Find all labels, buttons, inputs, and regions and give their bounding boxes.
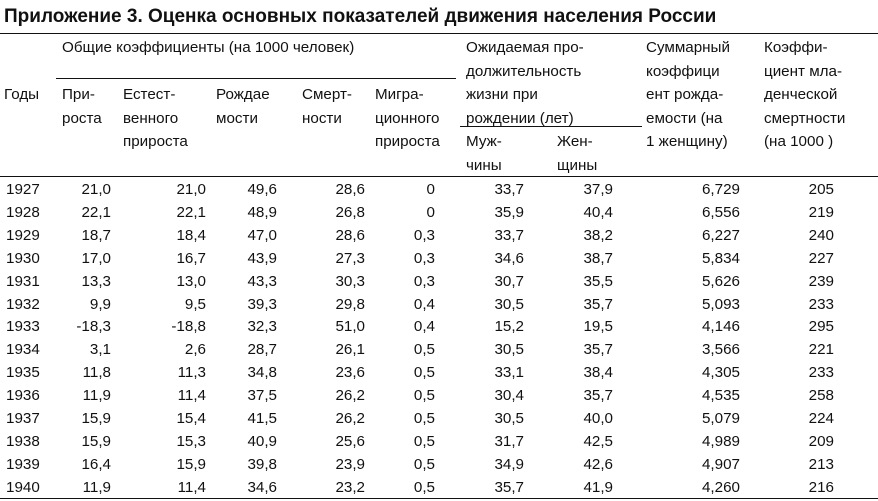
header-growth: При- роста: [62, 86, 102, 127]
cell-death: 51,0: [335, 318, 365, 336]
cell-growth: 18,7: [81, 226, 111, 244]
cell-birth: 32,3: [247, 318, 277, 336]
cell-fertility: 4,907: [701, 455, 740, 473]
cell-men: 33,7: [494, 181, 524, 198]
cell-birth: 43,3: [247, 272, 277, 290]
cell-infant: 224: [808, 410, 834, 427]
cell-natural: 15,4: [176, 410, 206, 427]
cell-men: 35,9: [494, 203, 524, 221]
cell-natural: 11,4: [177, 478, 206, 496]
cell-growth: -18,3: [76, 318, 111, 336]
cell-growth: 11,9: [82, 387, 111, 405]
table-bottom-rule: [0, 498, 878, 499]
header-women: Жен- щины: [557, 133, 598, 174]
header-fertility: Суммарный коэффици ент рожда- емости (на 1 женщину): [646, 39, 730, 150]
cell-women: 38,7: [583, 249, 613, 267]
cell-year: 1935: [6, 364, 40, 382]
cell-growth: 9,9: [89, 295, 111, 313]
title-rule: [0, 33, 878, 34]
cell-infant: 205: [808, 181, 834, 198]
cell-women: 42,6: [583, 455, 613, 473]
cell-natural: 11,4: [177, 387, 206, 405]
cell-year: 1929: [6, 226, 40, 244]
cell-migration: 0,4: [413, 295, 435, 313]
cell-year: 1930: [6, 249, 40, 267]
cell-men: 33,7: [494, 226, 524, 244]
cell-fertility: 4,535: [701, 387, 740, 405]
cell-birth: 43,9: [247, 249, 277, 267]
cell-fertility: 5,079: [701, 410, 740, 427]
cell-natural: 13,0: [176, 272, 206, 290]
header-death: Смерт- ности: [302, 86, 352, 127]
cell-death: 26,2: [335, 387, 365, 405]
cell-infant: 233: [808, 295, 834, 313]
cell-infant: 213: [808, 455, 834, 473]
cell-year: 1938: [6, 432, 40, 450]
cell-women: 41,9: [583, 478, 613, 496]
cell-men: 30,5: [494, 341, 524, 359]
cell-fertility: 4,260: [701, 478, 740, 496]
cell-migration: 0,5: [413, 432, 435, 450]
cell-death: 23,2: [335, 478, 365, 496]
cell-year: 1939: [6, 455, 40, 473]
cell-death: 25,6: [335, 432, 365, 450]
cell-women: 40,4: [583, 203, 613, 221]
cell-death: 23,9: [335, 455, 365, 473]
cell-birth: 37,5: [247, 387, 277, 405]
cell-migration: 0: [426, 181, 435, 198]
cell-men: 33,1: [494, 364, 524, 382]
cell-migration: 0,3: [413, 226, 435, 244]
cell-natural: 16,7: [176, 249, 206, 267]
cell-men: 31,7: [494, 432, 524, 450]
cell-growth: 15,9: [81, 432, 111, 450]
cell-natural: 21,0: [176, 181, 206, 198]
header-migration: Мигра- ционного прироста: [375, 86, 440, 150]
cell-women: 42,5: [583, 432, 613, 450]
cell-death: 26,1: [335, 341, 365, 359]
cell-natural: -18,8: [171, 318, 206, 336]
cell-migration: 0,5: [413, 478, 435, 496]
cell-year: 1927: [6, 181, 40, 198]
cell-men: 30,5: [494, 410, 524, 427]
cell-year: 1940: [6, 478, 40, 496]
cell-men: 34,9: [494, 455, 524, 473]
header-bottom-rule: [0, 176, 878, 177]
cell-women: 37,9: [583, 181, 613, 198]
cell-birth: 34,8: [247, 364, 277, 382]
cell-fertility: 5,626: [701, 272, 740, 290]
cell-death: 27,3: [335, 249, 365, 267]
cell-year: 1932: [6, 295, 40, 313]
cell-year: 1931: [6, 272, 40, 290]
cell-death: 26,8: [335, 203, 365, 221]
cell-migration: 0,5: [413, 364, 435, 382]
cell-fertility: 5,834: [701, 249, 740, 267]
header-natural: Естест- венного прироста: [123, 86, 188, 150]
cell-men: 30,7: [494, 272, 524, 290]
cell-infant: 227: [808, 249, 834, 267]
cell-women: 35,7: [583, 341, 613, 359]
cell-natural: 2,6: [184, 341, 206, 359]
cell-natural: 22,1: [176, 203, 206, 221]
cell-growth: 13,3: [81, 272, 111, 290]
cell-fertility: 5,093: [701, 295, 740, 313]
cell-migration: 0,5: [413, 341, 435, 359]
cell-growth: 21,0: [81, 181, 111, 198]
cell-death: 23,6: [335, 364, 365, 382]
cell-fertility: 4,305: [701, 364, 740, 382]
cell-men: 35,7: [494, 478, 524, 496]
cell-infant: 258: [808, 387, 834, 405]
cell-men: 30,5: [494, 295, 524, 313]
cell-year: 1937: [6, 410, 40, 427]
cell-fertility: 4,989: [701, 432, 740, 450]
cell-growth: 11,8: [82, 364, 111, 382]
cell-fertility: 3,566: [701, 341, 740, 359]
cell-women: 38,4: [583, 364, 613, 382]
cell-natural: 15,9: [176, 455, 206, 473]
cell-year: 1936: [6, 387, 40, 405]
page-title: Приложение 3. Оценка основных показателей движения населения России: [4, 6, 717, 27]
cell-women: 19,5: [583, 318, 613, 336]
general-group-rule: [56, 78, 456, 79]
cell-infant: 240: [808, 226, 834, 244]
header-infant: Коэффи- циент мла- денческой смертности (на 1000 ): [764, 39, 846, 150]
cell-migration: 0: [426, 203, 435, 221]
cell-growth: 22,1: [81, 203, 111, 221]
cell-women: 40,0: [583, 410, 613, 427]
cell-birth: 40,9: [247, 432, 277, 450]
cell-infant: 239: [808, 272, 834, 290]
cell-fertility: 6,729: [701, 181, 740, 198]
cell-natural: 9,5: [184, 295, 206, 313]
cell-infant: 209: [808, 432, 834, 450]
cell-women: 35,7: [583, 387, 613, 405]
cell-natural: 18,4: [176, 226, 206, 244]
cell-natural: 15,3: [176, 432, 206, 450]
header-life-group: Ожидаемая про- должительность жизни при рождении (лет): [466, 39, 584, 127]
cell-birth: 49,6: [247, 181, 277, 198]
cell-birth: 34,6: [247, 478, 277, 496]
cell-fertility: 6,227: [701, 226, 740, 244]
cell-migration: 0,3: [413, 249, 435, 267]
cell-migration: 0,5: [413, 455, 435, 473]
cell-birth: 48,9: [247, 203, 277, 221]
cell-growth: 17,0: [81, 249, 111, 267]
cell-men: 34,6: [494, 249, 524, 267]
cell-women: 38,2: [583, 226, 613, 244]
cell-birth: 47,0: [247, 226, 277, 244]
cell-infant: 233: [808, 364, 834, 382]
cell-migration: 0,5: [413, 410, 435, 427]
header-men: Муж- чины: [466, 133, 502, 174]
cell-growth: 3,1: [89, 341, 111, 359]
cell-death: 29,8: [335, 295, 365, 313]
cell-migration: 0,5: [413, 387, 435, 405]
header-years: Годы: [4, 86, 40, 103]
cell-death: 26,2: [335, 410, 365, 427]
cell-birth: 39,3: [247, 295, 277, 313]
cell-death: 28,6: [335, 226, 365, 244]
cell-men: 30,4: [494, 387, 524, 405]
cell-birth: 39,8: [247, 455, 277, 473]
cell-men: 15,2: [494, 318, 524, 336]
cell-fertility: 6,556: [701, 203, 740, 221]
cell-growth: 16,4: [81, 455, 111, 473]
cell-year: 1928: [6, 203, 40, 221]
cell-death: 30,3: [335, 272, 365, 290]
cell-migration: 0,3: [413, 272, 435, 290]
cell-birth: 28,7: [247, 341, 277, 359]
cell-infant: 221: [808, 341, 834, 359]
cell-fertility: 4,146: [701, 318, 740, 336]
header-birth: Рождае мости: [216, 86, 270, 127]
life-group-rule: [460, 126, 642, 127]
cell-women: 35,5: [583, 272, 613, 290]
cell-infant: 219: [808, 203, 834, 221]
cell-death: 28,6: [335, 181, 365, 198]
cell-infant: 216: [808, 478, 834, 496]
cell-growth: 15,9: [81, 410, 111, 427]
cell-women: 35,7: [583, 295, 613, 313]
header-general-group: Общие коэффициенты (на 1000 человек): [62, 39, 355, 56]
cell-natural: 11,3: [177, 364, 206, 382]
cell-infant: 295: [808, 318, 834, 336]
cell-growth: 11,9: [82, 478, 111, 496]
cell-year: 1934: [6, 341, 40, 359]
cell-migration: 0,4: [413, 318, 435, 336]
cell-year: 1933: [6, 318, 40, 336]
cell-birth: 41,5: [247, 410, 277, 427]
